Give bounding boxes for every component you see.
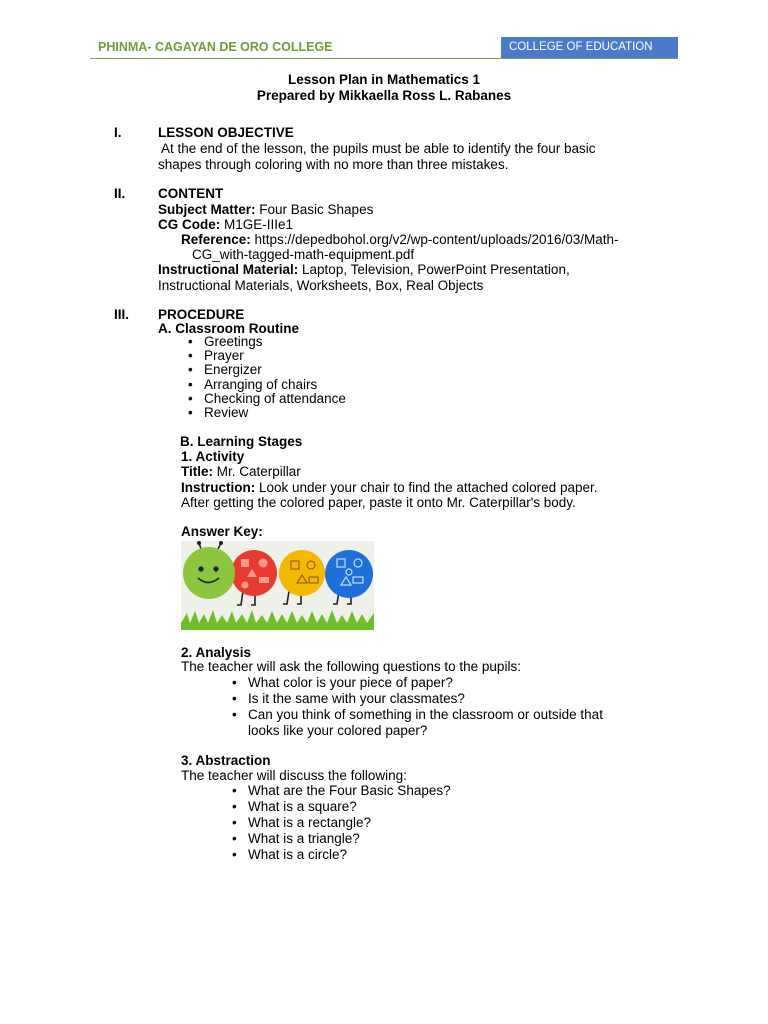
list-item: • Is it the same with your classmates? bbox=[225, 691, 603, 707]
section3-numeral: III. bbox=[114, 307, 130, 322]
section2-numeral: II. bbox=[114, 186, 126, 201]
section3-heading: PROCEDURE bbox=[158, 307, 245, 322]
list-item: • Can you think of something in the classroom or outside that bbox=[225, 707, 603, 723]
activity-instruction-label: Instruction: bbox=[181, 480, 256, 495]
activity-instruction-line2: After getting the colored paper, paste it onto Mr. Caterpillar's body. bbox=[181, 495, 576, 510]
analysis-intro: The teacher will ask the following questions to the pupils: bbox=[181, 659, 521, 674]
document-title: Lesson Plan in Mathematics 1 bbox=[287, 72, 481, 87]
abstraction-questions bbox=[225, 783, 451, 863]
reference bbox=[181, 232, 619, 247]
activity-instruction-line1: Look under your chair to find the attached colored paper. bbox=[255, 480, 598, 495]
blue-body-circle bbox=[325, 550, 373, 598]
instructional-material-value-line2: Instructional Materials, Worksheets, Box, Real Objects bbox=[158, 278, 484, 293]
subject-matter-label: Subject Matter: bbox=[158, 202, 256, 217]
cg-code-label: CG Code: bbox=[158, 217, 221, 232]
analysis-question-continuation: looks like your colored paper? bbox=[248, 723, 428, 738]
green-head-circle bbox=[183, 547, 235, 599]
instructional-material bbox=[158, 262, 570, 277]
activity-heading: 1. Activity bbox=[181, 449, 245, 464]
list-item: • What is a rectangle? bbox=[225, 815, 451, 831]
header-divider bbox=[90, 58, 678, 59]
yellow-body-circle bbox=[279, 550, 325, 596]
list-item: • What is a square? bbox=[225, 799, 451, 815]
activity-title-value: Mr. Caterpillar bbox=[213, 464, 301, 479]
cg-code bbox=[158, 217, 293, 232]
abstraction-intro: The teacher will discuss the following: bbox=[181, 768, 407, 783]
list-item: • What is a triangle? bbox=[225, 831, 451, 847]
document-author: Prepared by Mikkaella Ross L. Rabanes bbox=[256, 88, 512, 103]
college-name: PHINMA- CAGAYAN DE ORO COLLEGE bbox=[98, 40, 333, 54]
eye-right bbox=[213, 566, 218, 571]
activity-title bbox=[181, 464, 301, 479]
reference-label: Reference: bbox=[181, 232, 251, 247]
list-item: • What is a circle? bbox=[225, 847, 451, 863]
cg-code-value: M1GE-IIIe1 bbox=[220, 217, 294, 232]
objective-text-line2: shapes through coloring with no more than three mistakes. bbox=[158, 157, 509, 172]
subject-matter-value: Four Basic Shapes bbox=[255, 202, 374, 217]
reference-url-line1: https://depedbohol.org/v2/wp-content/uploads/2016/03/Math- bbox=[250, 232, 619, 247]
list-item: • Greetings bbox=[181, 335, 346, 349]
department-name: COLLEGE OF EDUCATION bbox=[509, 41, 653, 53]
classroom-routine-list bbox=[181, 335, 346, 420]
list-item: • Prayer bbox=[181, 349, 346, 363]
activity-title-label: Title: bbox=[181, 464, 214, 479]
list-item: • What are the Four Basic Shapes? bbox=[225, 783, 451, 799]
learning-stages-heading: B. Learning Stages bbox=[180, 434, 303, 449]
section1-numeral: I. bbox=[114, 125, 122, 140]
analysis-heading: 2. Analysis bbox=[181, 645, 252, 660]
instructional-material-value-line1: Laptop, Television, PowerPoint Presentation, bbox=[298, 262, 570, 277]
classroom-routine-heading: A. Classroom Routine bbox=[158, 321, 300, 336]
section1-heading: LESSON OBJECTIVE bbox=[158, 125, 294, 140]
list-item: • Energizer bbox=[181, 363, 346, 377]
reference-url-line2: CG_with-tagged-math-equipment.pdf bbox=[192, 247, 415, 262]
subject-matter bbox=[158, 202, 373, 217]
objective-text-line1: At the end of the lesson, the pupils must be able to identify the four basic bbox=[158, 141, 596, 156]
analysis-questions bbox=[225, 675, 603, 723]
abstraction-heading: 3. Abstraction bbox=[181, 753, 271, 768]
instructional-material-label: Instructional Material: bbox=[158, 262, 299, 277]
list-item: • Review bbox=[181, 406, 346, 420]
eye-left bbox=[198, 566, 203, 571]
list-item: • What color is your piece of paper? bbox=[225, 675, 603, 691]
list-item: • Arranging of chairs bbox=[181, 378, 346, 392]
section2-heading: CONTENT bbox=[158, 186, 224, 201]
activity-instruction bbox=[181, 480, 597, 495]
answer-key-label: Answer Key: bbox=[181, 524, 263, 539]
list-item: • Checking of attendance bbox=[181, 392, 346, 406]
caterpillar-answer-key-image bbox=[181, 541, 374, 630]
